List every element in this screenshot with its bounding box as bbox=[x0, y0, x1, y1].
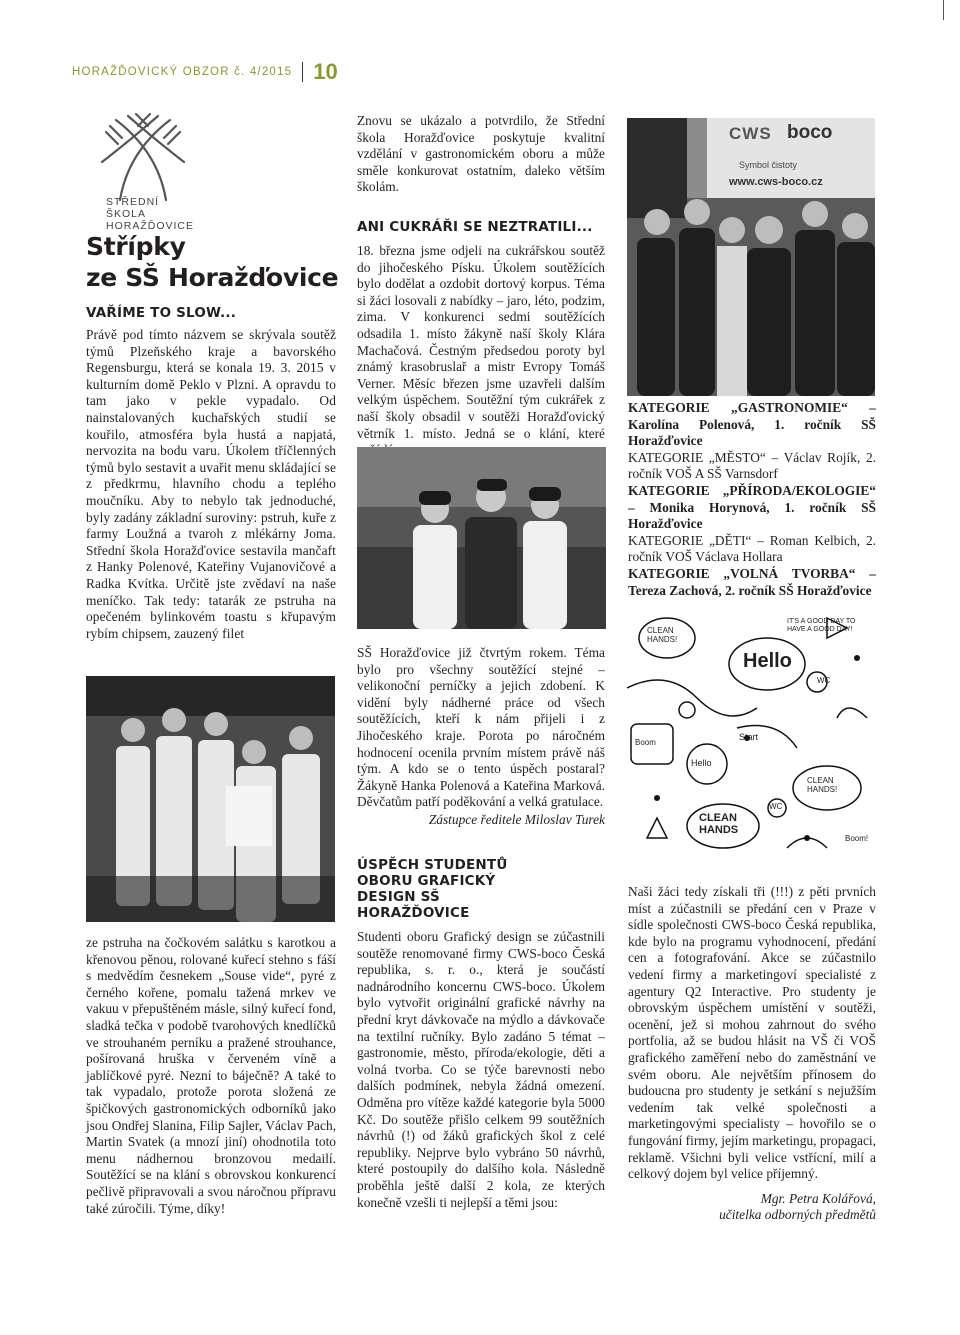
doodle-word-6: Start bbox=[739, 732, 759, 742]
header-divider bbox=[302, 62, 303, 82]
photo-confectioners-image bbox=[357, 447, 606, 629]
article-cukrari-text: 18. března jsme odjeli na cukrářskou soutěž do jihočeského Písku. Úkolem soutěžících bylo dodělat a ozdobit dortový korpus. Téma si žáci losovali z nabídky – jaro, léto, podzim, zima. V konkurenci sedmi soutěžících odsadila 1. místo žákyně naší školy Klára Machačová. Čestným předsedou poroty byl známý krasobruslař a mistr Evropy Tomáš Verner. Měsíc březen jsme uzavřeli dalším velkým úspěchem. Soutěžní tým cukrářek z naší školy obsadil v soutěži Horažďovický větrník 1. místo. Jedná se o klání, které bbox=[357, 242, 605, 441]
column-2-bottom bbox=[357, 857, 605, 1211]
page-title-line-2: ze SŠ Horažďovice bbox=[86, 263, 339, 292]
section-heading-cukrari: ANI CUKRÁŘI SE NEZTRATILI... bbox=[357, 218, 593, 235]
page-title bbox=[86, 231, 346, 293]
column-2-middle bbox=[357, 645, 605, 829]
doodle-word-1: Hello bbox=[743, 650, 792, 672]
photo-confectioners bbox=[357, 447, 606, 629]
category-winners-list bbox=[628, 400, 876, 599]
doodle-word-9: CLEAN HANDS! bbox=[807, 776, 838, 794]
category-winner-4: KATEGORIE „DĚTI“ – Roman Kelbich, 2. ročník VOŠ Václava Hollara bbox=[628, 532, 876, 565]
doodle-word-7: Boom bbox=[635, 738, 656, 747]
category-winner-5: KATEGORIE „VOLNÁ TVORBA“ – Tereza Zachová, 2. ročník SŠ Horažďovice bbox=[628, 565, 876, 598]
article-slow-text-part-1: Právě pod tímto názvem se skrývala soutěž týmů Plzeňského kraje a bavorského Regensburgu, která se konala 19. 3. 2015 v kulturním domě Peklo v Plzni. A opravdu to tam jako v pekle vypadalo. Od nainstalovaných kuchařských studií se kouřilo, atmosféra byla hustá a napjatá, nervozita na bodu varu. Úkolem tříčlenných týmů bylo sestavit a uvařit menu skládající se z předkrmu, hlavního chodu a teplého moučníku. Aby to nebylo tak jednoduché, byly zadány základní suroviny: pstruh, kuře z farmy Loužná a tvaroh z mlékárny Joma. Střední škola Horažďovice sestavila mančaft z Hanky Polenové, Kateřiny Vujanovičové a Radka Kvítka. Určitě jste zvědaví na naše meníčko. Tak tedy: tatarák ze pstruha na opečeném bylinkovém toastu s křupavým rybím chipsem, zauzený filet bbox=[86, 327, 336, 641]
column-3-bottom bbox=[628, 884, 876, 1224]
column-2-top bbox=[357, 113, 605, 459]
category-winner-1: KATEGORIE „GASTRONOMIE“ – Karolína Polenová, 1. ročník SŠ Horažďovice bbox=[628, 400, 876, 449]
category-winner-2: KATEGORIE „MĚSTO“ – Václav Rojík, 2. ročník VOŠ A SŠ Varnsdorf bbox=[628, 449, 876, 482]
school-logo-mark-icon bbox=[88, 112, 198, 202]
doodle-word-5: CLEAN HANDS bbox=[699, 812, 739, 836]
section-heading-slow: VAŘÍME TO SLOW... bbox=[86, 305, 237, 321]
article-slow-text-part-2: ze pstruha na čočkovém salátku s karotkou a křenovou pěnou, rolované kuřecí stehno s fáší s medvědím česnekem „Souse vide“, pyré z černého kořene, pomalu tažená mrkev ve vakuu v přepuštěném másle, silný kuřecí fond, sladká tečka v podobě tvarohových knedlíčků ve strouhaném perníku a pražené strouhance, pošírovaná hruška v červeném víně a jablíčkové pyré. Nezní to báječně? A také to tak vypadalo, protože porota složená ze špičkových gastronomických odborníků jako jsou Ondřej Slanina, Filip Sajler, Václav Pach, Martin Svatek (a mnozí jiní) ohodnotila toto menu nádhernou bronzovou medailí. Soutěžící se na klání s obrovskou konkurencí pečlivě připravovali a svou náročnou přípravu také zúročili. Týme, díky! bbox=[86, 935, 336, 1216]
section-heading-grafika: ÚSPĚCH STUDENTŮ OBORU GRAFICKÝ DESIGN SŠ HORAŽĎOVICE bbox=[357, 857, 508, 921]
doodle-word-10: WC bbox=[769, 802, 783, 811]
signature-turek: Zástupce ředitele Miloslav Turek bbox=[428, 811, 605, 827]
photo-cooking-team-image bbox=[86, 676, 335, 922]
publication-name: HORAŽĎOVICKÝ OBZOR č. 4/2015 bbox=[72, 66, 293, 78]
doodle-word-11: Boom! bbox=[845, 834, 869, 843]
category-winner-3: KATEGORIE „PŘÍRODA/EKOLOGIE“ – Monika Horynová, 1. ročník SŠ Horažďovice bbox=[628, 482, 876, 532]
article-slow-conclusion: Znovu se ukázalo a potvrdilo, že Střední škola Horažďovice poskytuje kvalitní vzdělání v gastronomickém oboru a může směle konkurovat ostatním, daleko větším školám. bbox=[357, 113, 605, 195]
doodle-word-8: Hello bbox=[691, 758, 712, 768]
right-edge-line bbox=[943, 0, 944, 20]
page-title-line-1: Střípky bbox=[86, 232, 186, 261]
article-grafika-text: Studenti oboru Grafický design se zúčastnili soutěže renomované firmy CWS-boco Česká republika, s. r. o., která je součástí nadnárodního koncernu CWS-boco. Úkolem bylo vytvořit originální grafické návrhy na přední kryt dávkovače na mýdlo a dávkovače na textilní ručníky. Bylo zadáno 5 témat – gastronomie, město, příroda/ekologie, děti a volná tvorba. Co se týče barevnosti nebo dalších podmínek, nebyla žádná omezení. Odměna pro vítěze každé kategorie byla 5000 Kč. Do soutěže přišlo celkem 99 soutěžních návrhů (!) od žáků grafických škol z celé republiky. Nejprve bylo vybráno 50 návrhů, které postoupily do dalšího kola. Následně proběhla ještě další 2 kola, ze kterých konečně vzešli ti nejlepší a těmi jsou: bbox=[357, 929, 605, 1210]
page-number: 10 bbox=[313, 59, 338, 84]
doodle-word-2: CLEAN HANDS! bbox=[647, 626, 678, 644]
doodle-word-4: WC bbox=[817, 676, 831, 685]
photo-cooking-team bbox=[86, 676, 335, 922]
article-cukrari-text-continued: SŠ Horažďovice již čtvrtým rokem. Téma bylo pro všechny soutěžící stejné – velikonoční perníčky a jejich zdobení. K vidění byly nádherné práce od všech soutěžících, kteří k nám přijeli i z Jihočeského kraje. Porota po náročném hodnocení ocenila prvním místem právě náš tým. A kdo se o tento úspěch postaral? Žákyně Hanka Polenová a Kateřina Marková. Děvčatům patří poděkování a velká gratulace. bbox=[357, 645, 605, 810]
signature-kolarova-name: Mgr. Petra Kolářová, bbox=[760, 1190, 876, 1206]
logo-line-1: STŘEDNÍ ŠKOLA bbox=[106, 196, 160, 220]
running-header bbox=[72, 60, 338, 84]
sign-brand-boco: boco bbox=[787, 122, 833, 143]
column-1-bottom bbox=[86, 935, 336, 1217]
column-1-top bbox=[86, 305, 336, 642]
signature-kolarova-role: učitelka odborných předmětů bbox=[719, 1207, 876, 1223]
sign-slogan: Symbol čistoty bbox=[739, 160, 798, 170]
photo-award-ceremony bbox=[627, 118, 875, 396]
doodle-word-3: IT'S A GOOD DAY TO HAVE A GOOD DAY! bbox=[787, 618, 856, 633]
article-grafika-conclusion: Naši žáci tedy získali tři (!!!) z pěti prvních míst a zúčastnili se předání cen v Praze v sídle společnosti CWS-boco Česká republika, kde bylo na programu vyhodnocení, předání cen a fotografování. Akce se zúčastnilo vedení firmy a marketingoví specialisté z agentury Q2 Interactive. Pro studenty je obrovským úspěchem umístění v soutěži, ocenění, jež si mohou zahrnout do svého portfolia, až se budou hlásit na VŠ či VOŠ grafického zaměření nebo do zaměstnání ve svém oboru. Ale největším přínosem do budoucna pro studenty je setkání s nejužším vedením tak velké společnosti a marketingovými specialisty – hovořilo se o fungování firmy, jejím marketingu, propagaci, reklamě. Všichni byli velice vstřícní, milí a celkový dojem byl velice příjemný. bbox=[628, 884, 876, 1182]
sign-url: www.cws-boco.cz bbox=[729, 176, 823, 188]
logo-line-2: HORAŽĎOVICE bbox=[106, 220, 195, 232]
doodle-design-artwork bbox=[627, 598, 875, 866]
logo-text bbox=[106, 196, 198, 232]
sign-brand-cws: CWS bbox=[729, 124, 772, 143]
school-logo bbox=[88, 112, 198, 232]
